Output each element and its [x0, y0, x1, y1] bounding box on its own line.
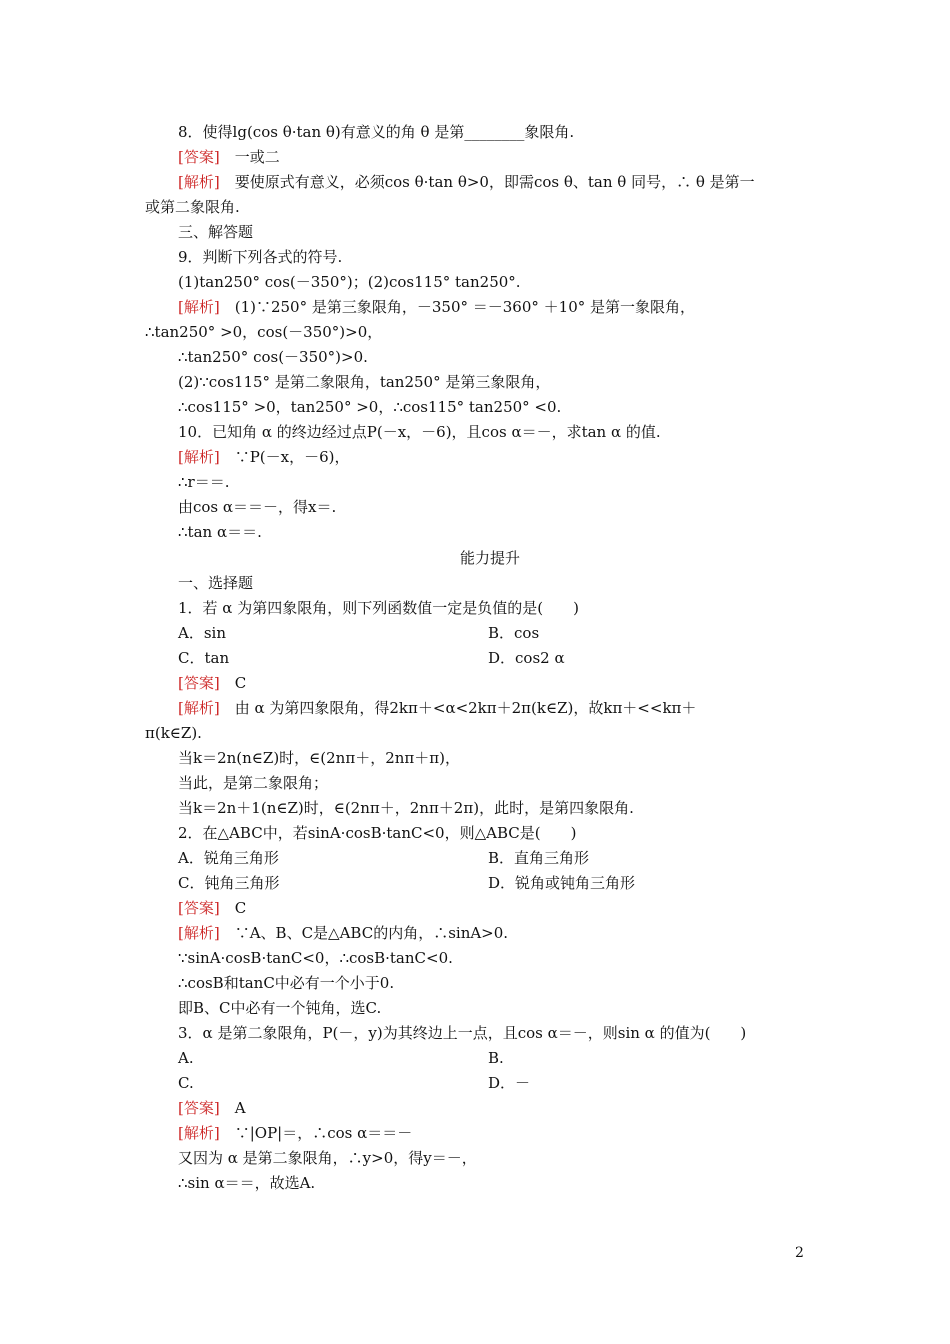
analysis-8-cont: 或第二象限角.: [145, 198, 240, 216]
answer-8: [答案] 一或二: [178, 148, 280, 166]
analysis-1-line4: 当此，是第二象限角；: [178, 774, 329, 792]
analysis-9-line2: ∴tan250° >0，cos(－350°)>0，: [145, 323, 383, 341]
q1-options-row2: C．tan D．cos2 α: [178, 649, 565, 667]
analysis-9-line3: ∴tan250° cos(－350°)>0.: [178, 348, 368, 366]
analysis-10-line4: ∴tan α＝＝.: [178, 523, 262, 541]
section-heading-solve: 三、解答题: [178, 223, 254, 241]
question-3: 3．α 是第二象限角，P(－，y)为其终边上一点，且cos α＝－，则sin α 的值为( ): [178, 1024, 747, 1042]
analysis-9: [解析] (1)∵250° 是第三象限角，－350° ＝－360° ＋10° 是第一象限角，: [178, 298, 696, 316]
analysis-1-line5: 当k＝2n＋1(n∈Z)时，∈(2nπ＋，2nπ＋2π)，此时，是第四象限角.: [178, 799, 634, 817]
q2-options-row1: A．锐角三角形 B．直角三角形: [178, 849, 590, 867]
analysis-1-line3: 当k＝2n(n∈Z)时，∈(2nπ＋，2nπ＋π)，: [178, 749, 460, 767]
question-1: 1．若 α 为第四象限角，则下列函数值一定是负值的是( ): [178, 599, 579, 617]
analysis-10: [解析] ∵P(－x，－6)，: [178, 448, 350, 466]
analysis-2-line3: ∴cosB和tanC中必有一个小于0.: [178, 974, 395, 992]
analysis-3-line2: 又因为 α 是第二象限角，∴y>0，得y＝－，: [178, 1149, 477, 1167]
analysis-3: [解析] ∵|OP|＝，∴cos α＝＝－: [178, 1124, 413, 1142]
page-number: 2: [795, 1245, 804, 1261]
section-title: 能力提升: [459, 549, 520, 567]
q2-options-row2: C．钝角三角形 D．锐角或钝角三角形: [178, 874, 636, 892]
analysis-2: [解析] ∵A、B、C是△ABC的内角，∴sinA>0.: [178, 924, 509, 942]
answer-2: [答案] C: [178, 899, 247, 917]
question-2: 2．在△ABC中，若sinA·cosB·tanC<0，则△ABC是( ): [178, 824, 577, 842]
question-10: 10．已知角 α 的终边经过点P(－x，－6)，且cos α＝－，求tan α 的值.: [178, 423, 661, 441]
question-9-parts: (1)tan250° cos(－350°)；(2)cos115° tan250°.: [178, 273, 521, 291]
section-heading-choice: 一、选择题: [178, 574, 254, 592]
q3-options-row1: A. B.: [178, 1049, 504, 1067]
analysis-10-line3: 由cos α＝＝－，得x＝.: [178, 498, 337, 516]
analysis-9-line4: (2)∵cos115° 是第二象限角，tan250° 是第三象限角，: [178, 373, 551, 391]
analysis-10-line2: ∴r＝＝.: [178, 473, 230, 491]
q3-options-row2: C. D．－: [178, 1074, 531, 1092]
question-9: 9．判断下列各式的符号.: [178, 248, 343, 266]
analysis-2-line2: ∵sinA·cosB·tanC<0，∴cosB·tanC<0.: [178, 949, 453, 967]
analysis-1: [解析] 由 α 为第四象限角，得2kπ＋<α<2kπ＋2π(k∈Z)，故kπ＋<<kπ＋: [178, 699, 697, 717]
analysis-2-line4: 即B、C中必有一个钝角，选C.: [178, 999, 382, 1017]
answer-3: [答案] A: [178, 1099, 246, 1117]
analysis-9-line5: ∴cos115° >0，tan250° >0，∴cos115° tan250° <0.: [178, 398, 562, 416]
analysis-1-line2: π(k∈Z).: [145, 724, 202, 742]
analysis-8: [解析] 要使原式有意义，必须cos θ·tan θ>0，即需cos θ、tan θ 同号，∴ θ 是第一: [178, 173, 755, 191]
answer-1: [答案] C: [178, 674, 247, 692]
question-8: 8．使得lg(cos θ·tan θ)有意义的角 θ 是第________象限角.: [178, 123, 575, 141]
q1-options-row1: A．sin B．cos: [178, 624, 540, 642]
analysis-3-line3: ∴sin α＝＝，故选A.: [178, 1174, 316, 1192]
